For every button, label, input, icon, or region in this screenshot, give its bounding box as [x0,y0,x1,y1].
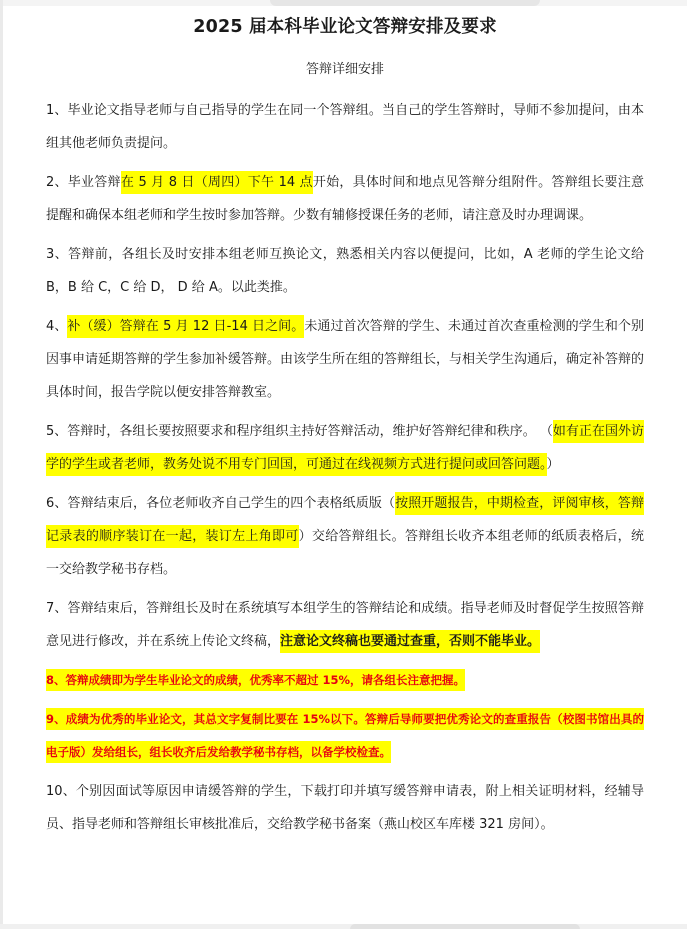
item-10 [46,775,644,841]
item-8-warning: 8、答辩成绩即为学生毕业论文的成绩，优秀率不超过 15%，请各组长注意把握。 [46,669,465,691]
item-7-text: 7、答辩结束后，答辩组长及时在系统填写本组学生的答辩结论和成绩。指导老师及时督促学生按照答辩意见进行修改，并在系统上传论文终稿， [46,601,644,649]
item-4-text-after: 未通过首次答辩的学生、未通过首次查重检测的学生和个别因事申请延期答辩的学生参加补缓答辩。由该学生所在组的答辩组长，与相关学生沟通后，确定补答辩的具体时间，报告学院以便安排答辩教室。 [46,319,645,400]
item-6-highlight: 按照开题报告，中期检查，评阅审核，答辩记录表的顺序装订在一起，装订左上角即可 [46,492,644,548]
viewer-left-edge [0,0,3,929]
item-9-warning: 9、成绩为优秀的毕业论文，其总文字复制比要在 15%以下。答辩后导师要把优秀论文的查重报告（校图书馆出具的电子版）发给组长，组长收齐后发给教学秘书存档，以备学校检查。 [46,708,644,763]
item-1 [46,94,644,160]
item-10-text: 10、个别因面试等原因申请缓答辩的学生，下载打印并填写缓答辩申请表，附上相关证明材料，经辅导员、指导老师和答辩组长审核批准后，交给教学秘书备案（燕山校区车库楼 321 房间）。 [46,784,644,832]
item-1-text: 1、毕业论文指导老师与自己指导的学生在同一个答辩组。当自己的学生答辩时，导师不参加提问，由本组其他老师负责提问。 [46,103,644,151]
item-7-highlight: 注意论文终稿也要通过查重，否则不能毕业。 [280,630,540,653]
viewer-bottom-strip [0,924,687,929]
item-3-text: 3、答辩前，各组长及时安排本组老师互换论文，熟悉相关内容以便提问，比如，A 老师的学生论文给 B，B 给 C，C 给 D， D 给 A。以此类推。 [46,247,644,295]
item-2-text-after: 开始，具体时间和地点见答辩分组附件。答辩组长要注意提醒和确保本组老师和学生按时参加答辩。少数有辅修授课任务的老师，请注意及时办理调课。 [46,175,644,223]
item-8 [46,664,644,697]
item-5-text-after: ） [546,457,560,472]
item-6-text: 6、答辩结束后，各位老师收齐自己学生的四个表格纸质版（ [46,496,396,511]
viewer-toolbar-tab[interactable] [270,0,540,6]
item-9 [46,703,644,769]
item-5-text: 5、答辩时，各组长要按照要求和程序组织主持好答辩活动，维护好答辩纪律和秩序。 （ [46,424,553,439]
item-2-highlight: 在 5 月 8 日（周四）下午 14 点 [121,171,313,194]
viewer-scrollbar[interactable] [350,924,580,929]
page-title: 2025 届本科毕业论文答辩安排及要求 [193,17,497,37]
item-5 [46,415,644,481]
document-page [46,14,644,841]
item-4-highlight: 补（缓）答辩在 5 月 12 日-14 日之间。 [67,315,304,338]
item-2-text: 2、毕业答辩 [46,175,121,190]
viewer-top-strip [0,0,687,6]
item-2 [46,166,644,232]
item-5-highlight: 如有正在国外访学的学生或者老师，教务处说不用专门回国，可通过在线视频方式进行提问或回答问题。 [46,420,644,476]
item-6 [46,487,644,586]
item-4 [46,310,644,409]
item-7 [46,592,644,658]
item-4-text: 4、 [46,319,68,334]
item-6-text-after: ）交给答辩组长。答辩组长收齐本组老师的纸质表格后，统一交给教学秘书存档。 [46,529,644,577]
item-3 [46,238,644,304]
section-subtitle: 答辩详细安排 [305,62,384,77]
